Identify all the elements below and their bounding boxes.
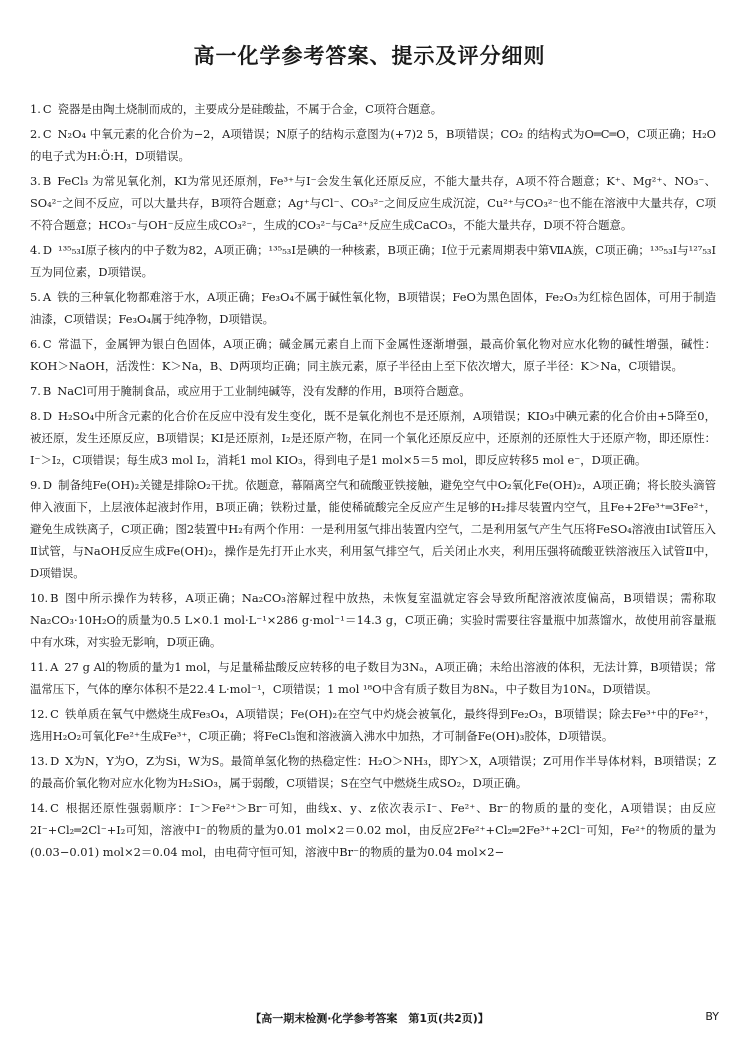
item-answer: D — [42, 409, 53, 423]
item-explanation: 铁的三种氧化物都难溶于水，A项正确；Fe₃O₄不属于碱性氧化物，B项错误；FeO为黑色固体，Fe₂O₃为红棕色固体，可用于制造油漆，C项错误；Fe₃O₄属于纯净物，D项错误。 — [30, 290, 716, 326]
item-answer: B — [50, 591, 59, 605]
item-explanation: 27 g Al的物质的量为1 mol，与足量稀盐酸反应转移的电子数目为3Nₐ，A项正确；未给出溶液的体积，无法计算，B项错误；常温常压下，气体的摩尔体积不是22.4 L·mol⁻¹，C项错误；1 mol ¹⁸O中含有质子数目为8Nₐ，中子数目为10Nₐ，D项错误。 — [30, 660, 716, 696]
item-answer: D — [42, 478, 53, 492]
item-explanation: N₂O₄ 中氧元素的化合价为−2，A项错误；N原子的结构示意图为(+7)2 5，B项错误；CO₂ 的结构式为O═C═O，C项正确；H₂O的电子式为H:Ö:H，D项错误。 — [30, 127, 716, 163]
item-explanation: 根据还原性强弱顺序：I⁻＞Fe²⁺＞Br⁻可知，曲线x、y、z依次表示I⁻、Fe²⁺、Br⁻的物质的量的变化，A项错误；由反应2I⁻+Cl₂═2Cl⁻+I₂可知，溶液中I⁻的物质的量为0.01 mol×2＝0.02 mol，由反应2Fe²⁺+Cl₂═2Fe³⁺+2Cl⁻可知，Fe²⁺的物质的量为(0.03−0.01) mol×2＝0.04 mol，由电荷守恒可知，溶液中Br⁻的物质的量为0.04 mol×2− — [30, 801, 716, 859]
item-number: 6. — [30, 337, 41, 351]
item-explanation: 常温下，金属钾为银白色固体，A项正确；碱金属元素自上而下金属性逐渐增强，最高价氧化物对应水化物的碱性增强，碱性：KOH＞NaOH，活泼性：K＞Na，B、D两项均正确；同主族元素，原子半径由上至下依次增大，原子半径：K＞Na，C项错误。 — [30, 337, 716, 373]
item-explanation: X为N，Y为O，Z为Si，W为S。最简单氢化物的热稳定性：H₂O＞NH₃，即Y＞X，A项错误；Z可用作半导体材料，B项错误；Z的最高价氧化物对应水化物为H₂SiO₃，属于弱酸，C项错误；S在空气中燃烧生成SO₂，D项正确。 — [30, 754, 716, 790]
item-explanation: ¹³⁵₅₃I原子核内的中子数为82，A项正确；¹³⁵₅₃I是碘的一种核素，B项正确；I位于元素周期表中第ⅦA族，C项正确；¹³⁵₅₃I与¹²⁷₅₃I互为同位素，D项错误。 — [30, 243, 716, 279]
answer-list — [30, 98, 716, 866]
footer-code: BY — [705, 1010, 719, 1023]
item-number: 5. — [30, 290, 41, 304]
answer-item-7 — [30, 380, 716, 402]
item-answer: C — [42, 102, 52, 116]
item-answer: C — [50, 801, 59, 815]
item-number: 12. — [30, 707, 49, 721]
item-explanation: H₂SO₄中所含元素的化合价在反应中没有发生变化，既不是氧化剂也不是还原剂，A项错误；KIO₃中碘元素的化合价由+5降至0，被还原，发生还原反应，B项错误；KI是还原剂，I₂是还原产物，在同一个氧化还原反应中，还原剂的还原性大于还原产物，即还原性：I⁻＞I₂，C项错误；每生成3 mol I₂，消耗1 mol KIO₃，得到电子是1 mol×5＝5 mol，即反应转移5 mol e⁻，D项正确。 — [30, 409, 716, 467]
answer-item-1 — [30, 98, 716, 120]
answer-item-11 — [30, 656, 716, 700]
item-number: 11. — [30, 660, 49, 674]
item-number: 4. — [30, 243, 41, 257]
item-answer: D — [50, 754, 60, 768]
item-explanation: NaCl可用于腌制食品，或应用于工业制纯碱等，没有发酵的作用，B项符合题意。 — [57, 384, 471, 398]
item-number: 9. — [30, 478, 41, 492]
answer-item-3 — [30, 170, 716, 236]
item-answer: A — [42, 290, 52, 304]
item-explanation: 瓷器是由陶土烧制而成的，主要成分是硅酸盐，不属于合金，C项符合题意。 — [57, 102, 443, 116]
item-explanation: 铁单质在氧气中燃烧生成Fe₃O₄，A项错误；Fe(OH)₂在空气中灼烧会被氧化，最终得到Fe₂O₃，B项错误；除去Fe³⁺中的Fe²⁺，选用H₂O₂可氧化Fe²⁺生成Fe³⁺，C项正确；将FeCl₃饱和溶液滴入沸水中加热，才可制备Fe(OH)₃胶体，D项错误。 — [30, 707, 716, 743]
answer-item-2 — [30, 123, 716, 167]
item-number: 3. — [30, 174, 41, 188]
page-title: 高一化学参考答案、提示及评分细则 — [193, 44, 546, 68]
answer-item-13 — [30, 750, 716, 794]
item-number: 2. — [30, 127, 41, 141]
item-answer: C — [42, 127, 52, 141]
item-answer: B — [42, 174, 52, 188]
item-answer: A — [50, 660, 59, 674]
item-number: 10. — [30, 591, 49, 605]
item-answer: C — [50, 707, 59, 721]
item-explanation: 制备纯Fe(OH)₂关键是排除O₂干扰。依题意，幕隔离空气和硫酸亚铁接触，避免空气中O₂氧化Fe(OH)₂，A项正确；将长胶头滴管伸入液面下，上层液体起液封作用，B项正确；铁粉过量，能使稀硫酸完全反应产生足够的H₂排尽装置内空气，且Fe+2Fe³⁺═3Fe²⁺，避免生成铁离子，C项正确；图2装置中H₂有两个作用：一是利用氢气排出装置内空气，二是利用氢气产生气压将FeSO₄溶液由Ⅰ试管压入Ⅱ试管，与NaOH反应生成Fe(OH)₂，操作是先打开止水夹，利用氢气排空气，后关闭止水夹，利用压强将硫酸亚铁溶液压入试管Ⅱ中，D项错误。 — [30, 478, 716, 580]
item-explanation: FeCl₃ 为常见氧化剂，KI为常见还原剂，Fe³⁺与I⁻会发生氧化还原反应，不能大量共存，A项不符合题意；K⁺、Mg²⁺、NO₃⁻、SO₄²⁻之间不反应，可以大量共存，B项符合题意；Ag⁺与Cl⁻、CO₃²⁻之间反应生成沉淀，Cu²⁺与CO₃²⁻也不能在溶液中大量共存，C项不符合题意；HCO₃⁻与OH⁻反应生成CO₃²⁻，生成的CO₃²⁻与Ca²⁺反应生成CaCO₃，不能大量共存，D项不符合题意。 — [30, 174, 716, 232]
answer-item-8 — [30, 405, 716, 471]
item-explanation: 图中所示操作为转移，A项正确；Na₂CO₃溶解过程中放热，未恢复室温就定容会导致所配溶液浓度偏高，B项错误；需称取Na₂CO₃·10H₂O的质量为0.5 L×0.1 mol·L⁻¹×286 g·mol⁻¹＝14.3 g，C项正确；实验时需要往容量瓶中加蒸馏水，故使用前容量瓶中有水珠，对实验无影响，D项正确。 — [30, 591, 716, 649]
item-number: 7. — [30, 384, 41, 398]
item-answer: B — [42, 384, 52, 398]
item-number: 14. — [30, 801, 49, 815]
answer-item-12 — [30, 703, 716, 747]
answer-item-9 — [30, 474, 716, 584]
item-number: 8. — [30, 409, 41, 423]
item-number: 1. — [30, 102, 41, 116]
answer-item-14 — [30, 797, 716, 863]
answer-item-5 — [30, 286, 716, 330]
item-answer: C — [42, 337, 52, 351]
item-answer: D — [42, 243, 53, 257]
footer-page-info: 【高一期末检测·化学参考答案 第1页(共2页)】 — [250, 1012, 489, 1025]
item-number: 13. — [30, 754, 49, 768]
answer-item-4 — [30, 239, 716, 283]
answer-item-10 — [30, 587, 716, 653]
answer-item-6 — [30, 333, 716, 377]
